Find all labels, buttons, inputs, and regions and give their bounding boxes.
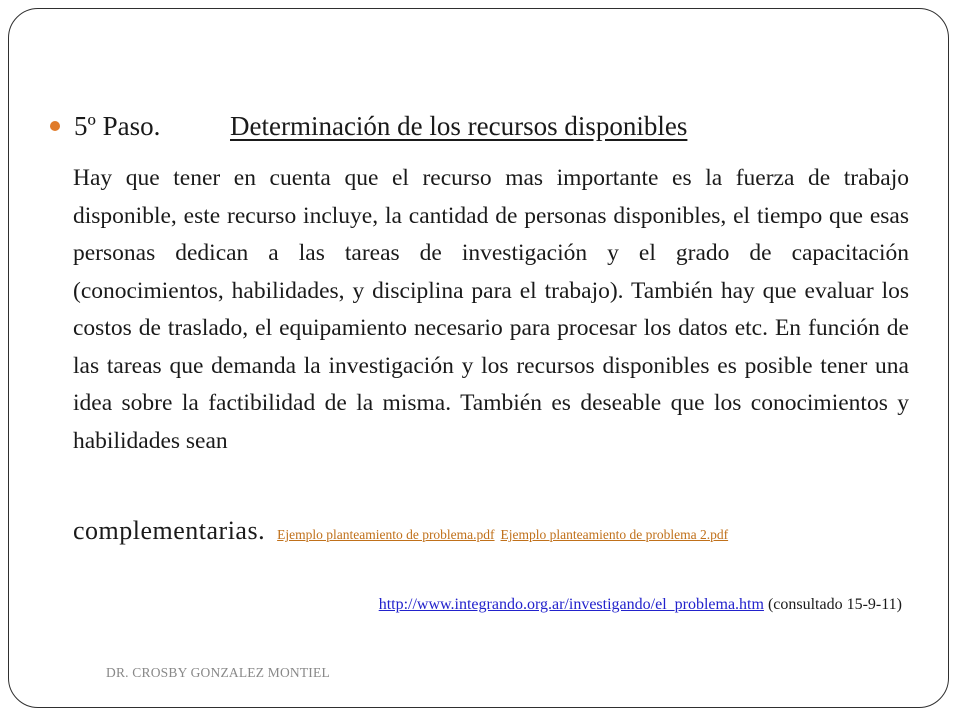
pdf-link-example-2[interactable]: Ejemplo planteamiento de problema 2.pdf [500, 527, 729, 542]
source-url-link[interactable]: http://www.integrando.org.ar/investigando/el_problema.htm [378, 596, 764, 613]
body-tail-word: complementarias. [73, 516, 266, 545]
heading-title: Determinación de los recursos disponibles [230, 111, 688, 141]
bullet-dot-icon [50, 121, 60, 131]
footer-author: DR. CROSBY GONZALEZ MONTIEL [106, 665, 330, 680]
pdf-link-example-1[interactable]: Ejemplo planteamiento de problema.pdf [277, 527, 495, 542]
source-citation [379, 596, 902, 614]
heading-step-label: 5º Paso. [74, 111, 161, 141]
source-consulted-note: (consultado 15-9-11) [763, 596, 902, 613]
body-paragraph: Hay que tener en cuenta que el recurso mas importante es la fuerza de trabajo disponible, este recurso incluye, la cantidad de personas disponibles, el tiempo que esas personas dedican a las tareas de investigación y el grado de capacitación (conocimientos, habilidades, y disciplina para el trabajo). También hay que evaluar los costos de traslado, el equipamiento necesario para procesar los datos etc. En función de las tareas que demanda la investigación y los recursos disponibles es posible tener una idea sobre la factibilidad de la misma. También es deseable que los conocimientos y habilidades sean [73, 165, 909, 454]
body-tail-line [73, 516, 909, 546]
